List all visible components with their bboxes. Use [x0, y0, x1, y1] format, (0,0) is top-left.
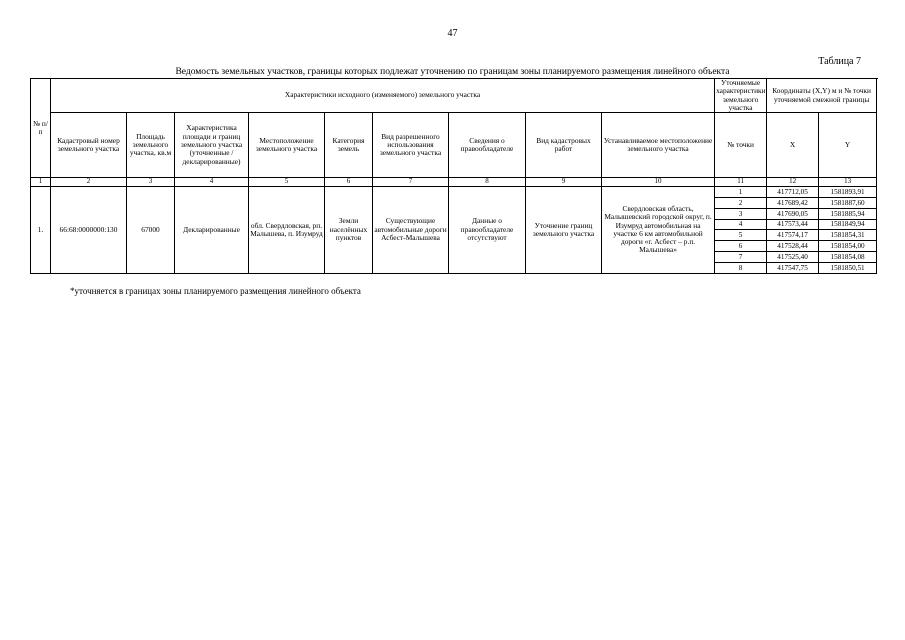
header-category: Категория земель: [325, 113, 373, 178]
plot-area: 67000: [127, 187, 175, 273]
land-category: Земли населённых пунктов: [325, 187, 373, 273]
point-number: 2: [715, 197, 767, 208]
permitted-use: Существующие автомобильные дороги Асбест-Малышева: [373, 187, 449, 273]
header-y: Y: [819, 113, 877, 178]
point-number: 6: [715, 241, 767, 252]
point-x: 417689,42: [767, 197, 819, 208]
point-y: 1581854,31: [819, 230, 877, 241]
header-group-coords: Координаты (X,Y) м и № точки уточняемой смежной границы: [767, 79, 877, 113]
header-area: Площадь земельного участка, кв.м: [127, 113, 175, 178]
point-y: 1581885,94: [819, 208, 877, 219]
col-number: 3: [127, 178, 175, 187]
col-number: 13: [819, 178, 877, 187]
table-label: Таблица 7: [818, 56, 861, 67]
col-number: 12: [767, 178, 819, 187]
page-number: 47: [447, 28, 458, 39]
col-number: 7: [373, 178, 449, 187]
point-x: 417547,75: [767, 262, 819, 273]
point-number: 3: [715, 208, 767, 219]
plot-location: обл. Свердловская, рп. Малышева, п. Изумруд: [249, 187, 325, 273]
header-location: Местоположение земельного участка: [249, 113, 325, 178]
header-x: X: [767, 113, 819, 178]
document-title: Ведомость земельных участков, границы которых подлежат уточнению по границам зоны планируемого размещения линейного объекта: [175, 67, 730, 77]
header-new-location: Устанавливаемое местоположение земельного участка: [602, 113, 715, 178]
header-use: Вид разрешенного использования земельного участка: [373, 113, 449, 178]
point-number: 4: [715, 219, 767, 230]
new-location: Свердловская область, Малышевский городской округ, п. Изумруд автомобильная на участке 6 км автомобильной дороги «г. Асбест – р.п. Малышева»: [602, 187, 715, 273]
land-plot-table: [30, 78, 877, 274]
header-owner: Сведения о правообладателе: [449, 113, 526, 178]
header-cadastral: Кадастровый номер земельного участка: [51, 113, 127, 178]
point-y: 1581893,91: [819, 187, 877, 198]
point-number: 1: [715, 187, 767, 198]
header-num: № п/п: [31, 79, 51, 178]
header-works: Вид кадастровых работ: [526, 113, 602, 178]
point-x: 417690,05: [767, 208, 819, 219]
point-number: 7: [715, 251, 767, 262]
point-x: 417574,17: [767, 230, 819, 241]
col-number: 11: [715, 178, 767, 187]
point-number: 8: [715, 262, 767, 273]
cadastral-works: Уточнение границ земельного участка: [526, 187, 602, 273]
point-y: 1581850,51: [819, 262, 877, 273]
col-number: 2: [51, 178, 127, 187]
point-x: 417712,05: [767, 187, 819, 198]
col-number: 5: [249, 178, 325, 187]
cadastral-number: 66:68:0000000:130: [51, 187, 127, 273]
point-x: 417573,44: [767, 219, 819, 230]
point-y: 1581854,08: [819, 251, 877, 262]
col-number: 10: [602, 178, 715, 187]
point-x: 417528,44: [767, 241, 819, 252]
header-group-source: Характеристики исходного (изменяемого) земельного участка: [51, 79, 715, 113]
row-num: 1.: [31, 187, 51, 273]
header-group-refined: Уточняемые характеристики земельного участка: [716, 78, 766, 112]
owner-info: Данные о правообладателе отсутствуют: [449, 187, 526, 273]
col-number: 8: [449, 178, 526, 187]
point-number: 5: [715, 230, 767, 241]
footnote: *уточняется в границах зоны планируемого размещения линейного объекта: [70, 286, 361, 296]
point-y: 1581887,60: [819, 197, 877, 208]
col-number: 1: [31, 178, 51, 187]
point-y: 1581849,94: [819, 219, 877, 230]
point-x: 417525,40: [767, 251, 819, 262]
header-point-no: № точки: [715, 113, 767, 178]
header-area-char: Характеристика площади и границ земельного участка (уточненные / декларированные): [175, 113, 249, 178]
col-number: 4: [175, 178, 249, 187]
col-number: 6: [325, 178, 373, 187]
point-y: 1581854,00: [819, 241, 877, 252]
col-number: 9: [526, 178, 602, 187]
area-characteristic: Декларированные: [175, 187, 249, 273]
